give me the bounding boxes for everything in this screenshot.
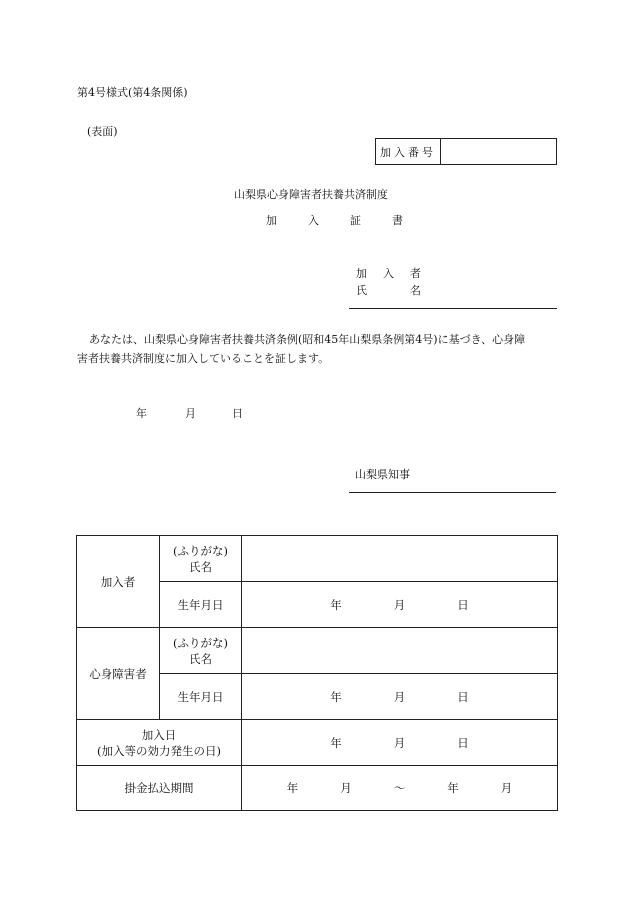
- title-char: 加: [266, 214, 277, 227]
- system-title: 山梨県心身障害者扶養共済制度: [234, 188, 388, 201]
- form-number: 第4号様式(第4条関係): [77, 86, 188, 99]
- disabled-dob-field[interactable]: 年 月 日: [242, 674, 558, 720]
- disabled-name-label: (ふりがな) 氏名: [160, 628, 242, 674]
- enrollee-name-label: (ふりがな) 氏名: [160, 536, 242, 582]
- body-text-line1: あなたは、山梨県心身障害者扶養共済条例(昭和45年山梨県条例第4号)に基づき、心身障: [89, 333, 526, 346]
- issue-day: 日: [232, 407, 243, 420]
- member-label: 加 入 者: [356, 267, 421, 280]
- certificate-title: [266, 212, 403, 228]
- info-table: [76, 535, 558, 811]
- enrollee-header: 加入者: [77, 536, 160, 628]
- disabled-header: 心身障害者: [77, 628, 160, 720]
- issue-year: 年: [136, 407, 147, 420]
- table-row: [77, 628, 558, 674]
- membership-number-box: [375, 138, 557, 165]
- title-char: 書: [392, 214, 403, 227]
- payment-period-label: 掛金払込期間: [77, 766, 242, 811]
- join-date-label: 加入日 (加入等の効力発生の日): [77, 720, 242, 766]
- disabled-name-field[interactable]: [242, 628, 558, 674]
- membership-number-field[interactable]: [441, 139, 556, 164]
- payment-period-field[interactable]: 年 月 〜 年 月: [242, 766, 558, 811]
- issuer-line: [349, 492, 556, 493]
- member-name-line: [349, 308, 557, 309]
- table-row: [77, 536, 558, 582]
- title-char: 証: [350, 214, 361, 227]
- title-char: 入: [308, 214, 319, 227]
- enrollee-name-field[interactable]: [242, 536, 558, 582]
- side-label: (表面): [87, 125, 118, 138]
- body-text-line2: 害者扶養共済制度に加入していることを証します。: [77, 352, 330, 365]
- issue-month: 月: [185, 407, 196, 420]
- disabled-dob-label: 生年月日: [160, 674, 242, 720]
- member-name-label: 氏 名: [356, 284, 421, 297]
- issuer: 山梨県知事: [355, 468, 410, 481]
- table-row: [77, 766, 558, 811]
- enrollee-dob-label: 生年月日: [160, 582, 242, 628]
- join-date-field[interactable]: 年 月 日: [242, 720, 558, 766]
- table-row: [77, 720, 558, 766]
- enrollee-dob-field[interactable]: 年 月 日: [242, 582, 558, 628]
- membership-number-label: 加入番号: [380, 145, 436, 159]
